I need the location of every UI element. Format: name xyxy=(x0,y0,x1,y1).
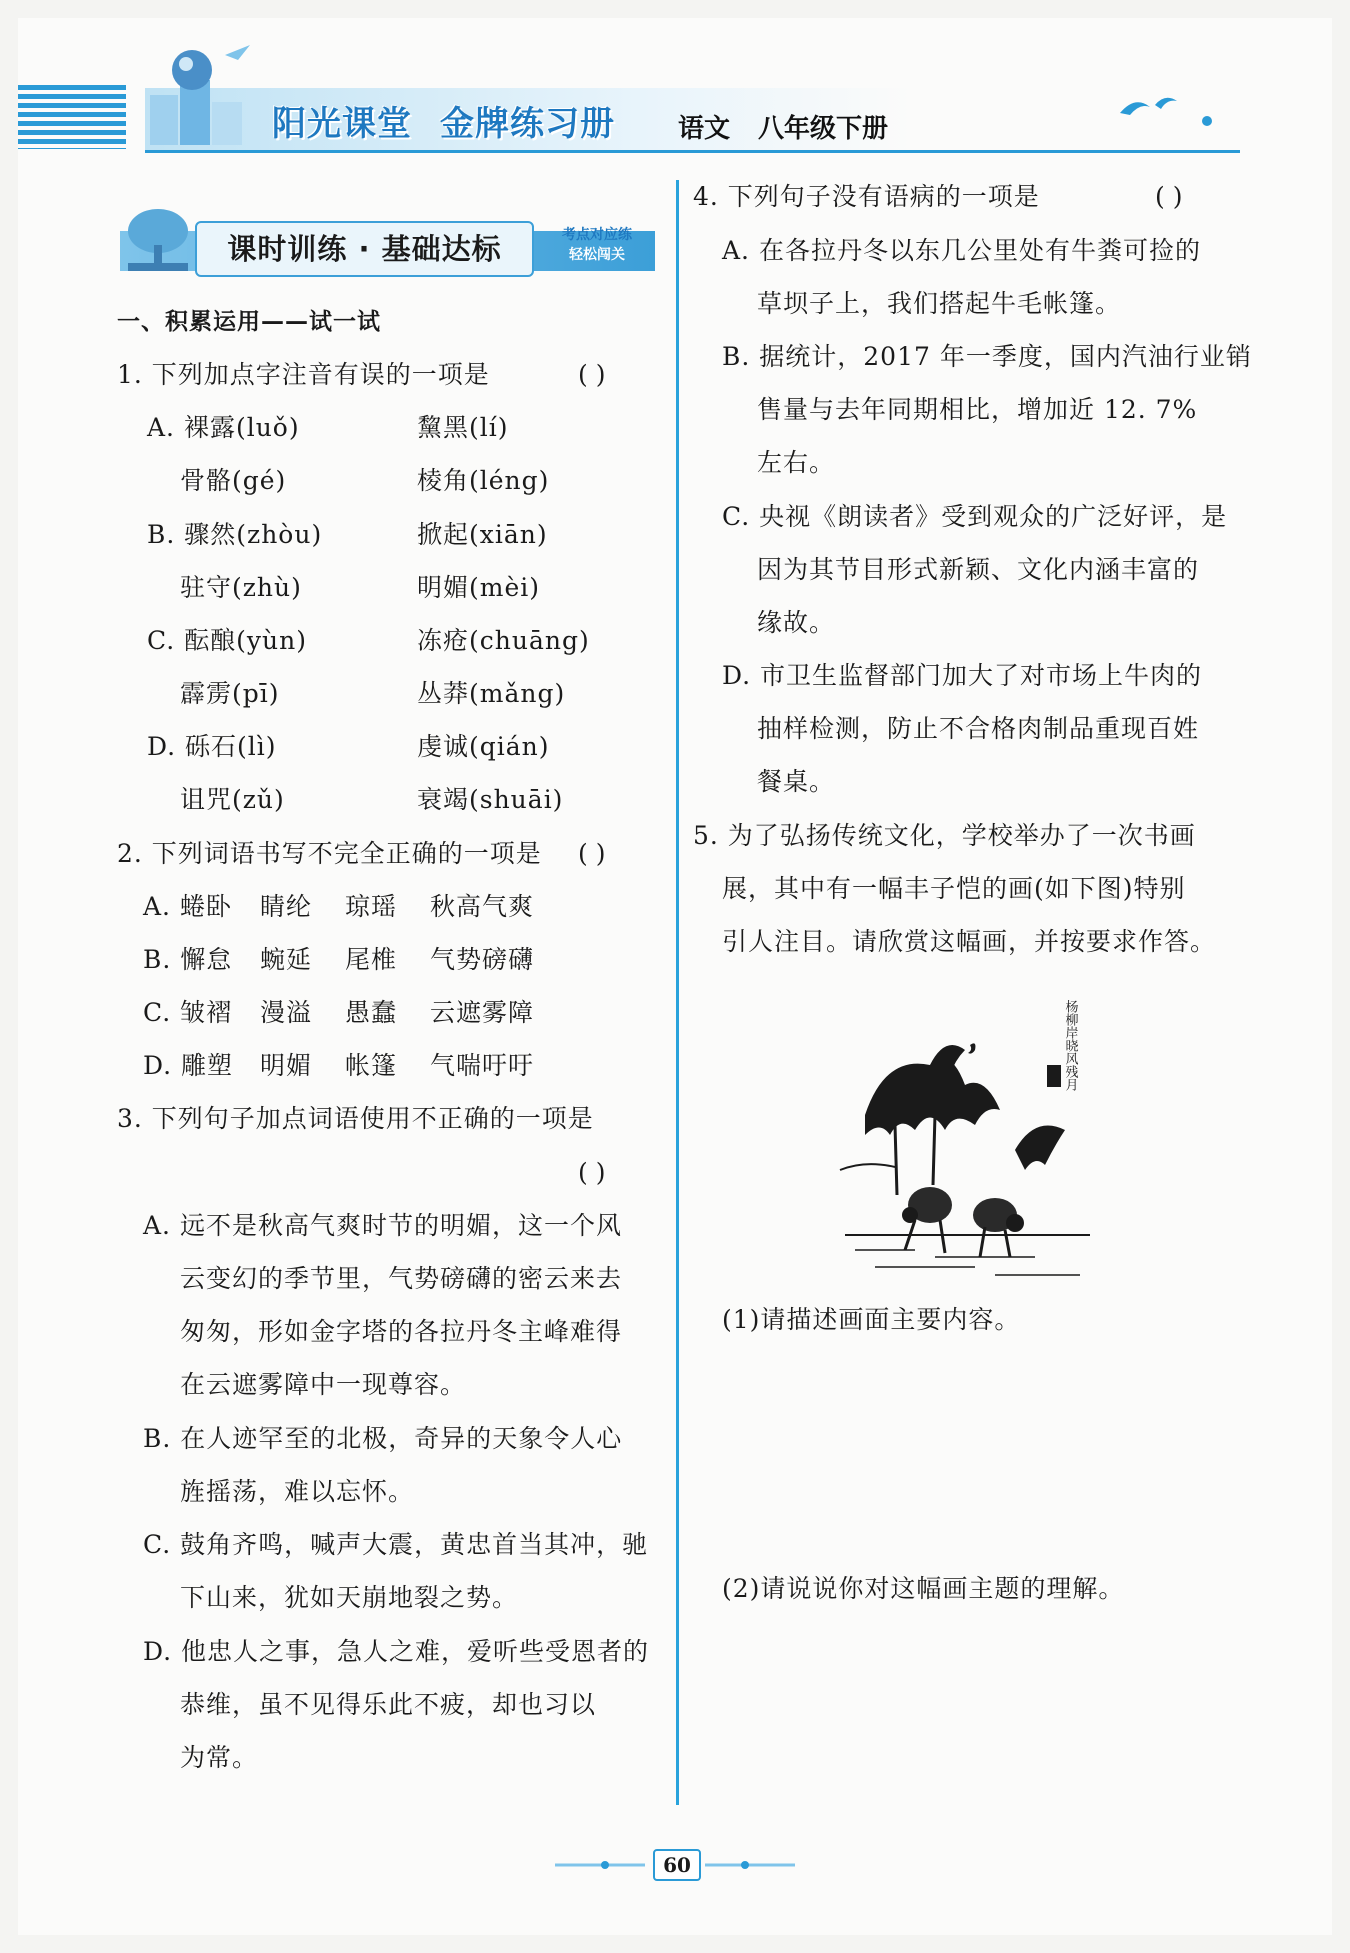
q2-option-d-1: D. 雕塑 xyxy=(143,1051,234,1080)
q1-option-c-3: 霹雳(pī) xyxy=(180,679,280,708)
q3-option-a-line3: 匆匆，形如金字塔的各拉丹冬主峰难得 xyxy=(180,1317,623,1346)
q2-option-d-3: 帐篷 xyxy=(345,1051,398,1080)
answer-blank-4[interactable]: ( ) xyxy=(1155,182,1183,211)
q2-option-d-2: 明媚 xyxy=(260,1051,313,1080)
question-3-stem: 3. 下列句子加点词语使用不正确的一项是 xyxy=(117,1104,594,1133)
brand-name: 阳光课堂 xyxy=(272,104,412,144)
q3-option-a-line2: 云变幻的季节里，气势磅礴的密云来去 xyxy=(180,1264,623,1293)
q1-option-d-2: 虔诚(qián) xyxy=(417,732,550,761)
q3-option-c-line1: C. 鼓角齐鸣，喊声大震，黄忠首当其冲，驰 xyxy=(143,1530,649,1559)
q4-option-b-line1: B. 据统计，2017 年一季度，国内汽油行业销 xyxy=(722,342,1252,371)
q1-option-b-1: B. 骤然(zhòu) xyxy=(147,520,323,549)
q4-option-a-line2: 草坝子上，我们搭起牛毛帐篷。 xyxy=(757,289,1122,318)
question-4-stem: 4. 下列句子没有语病的一项是 xyxy=(693,182,1040,211)
q1-option-a-4: 棱角(léng) xyxy=(417,466,550,495)
q1-option-b-3: 驻守(zhù) xyxy=(180,573,302,602)
banner-tag-line2: 轻松闯关 xyxy=(569,247,625,263)
q2-option-c-2: 漫溢 xyxy=(260,998,313,1027)
q5-subquestion-2: (2)请说说你对这幅画主题的理解。 xyxy=(722,1574,1125,1603)
banner-tag-line1: 考点对应练 xyxy=(562,227,632,243)
painting-illustration xyxy=(835,995,1100,1295)
q4-option-b-line3: 左右。 xyxy=(757,448,836,477)
q1-option-a-2: 黧黑(lí) xyxy=(417,413,509,442)
q3-option-d-line1: D. 他忠人之事，急人之难，爱听些受恩者的 xyxy=(143,1637,650,1666)
grade-label: 八年级下册 xyxy=(758,114,889,144)
question-5-line2: 展，其中有一幅丰子恺的画(如下图)特别 xyxy=(722,874,1186,903)
subject-label: 语文 xyxy=(678,114,731,144)
question-5-line1: 5. 为了弘扬传统文化，学校举办了一次书画 xyxy=(693,821,1196,850)
q2-option-a-4: 秋高气爽 xyxy=(430,892,535,921)
header-brand xyxy=(272,96,643,145)
header-subject xyxy=(678,108,916,145)
q4-option-d-line1: D. 市卫生监督部门加大了对市场上牛肉的 xyxy=(722,661,1203,690)
header-stripes xyxy=(18,85,126,149)
section-banner xyxy=(120,205,655,273)
q3-option-b-line1: B. 在人迹罕至的北极，奇异的天象令人心 xyxy=(143,1424,623,1453)
q3-option-c-line2: 下山来，犹如天崩地裂之势。 xyxy=(180,1583,519,1612)
tree-icon xyxy=(122,205,194,273)
feng-zikai-painting xyxy=(835,995,1100,1295)
q1-option-d-3: 诅咒(zǔ) xyxy=(180,785,285,814)
q4-option-d-line3: 餐桌。 xyxy=(757,767,836,796)
q2-option-a-2: 睛纶 xyxy=(260,892,313,921)
birds-icon xyxy=(1115,85,1225,135)
q2-option-b-3: 尾椎 xyxy=(345,945,398,974)
q3-option-a-line4: 在云遮雾障中一现尊容。 xyxy=(180,1370,467,1399)
question-2-stem: 2. 下列词语书写不完全正确的一项是 xyxy=(117,839,542,868)
q1-option-c-2: 冻疮(chuāng) xyxy=(417,626,590,655)
q2-option-c-4: 云遮雾障 xyxy=(430,998,535,1027)
q3-option-b-line2: 旌摇荡，难以忘怀。 xyxy=(180,1477,415,1506)
painting-inscription: 杨柳岸晓风残月 xyxy=(1062,1000,1078,1091)
section-heading: 一、积累运用——试一试 xyxy=(117,309,381,335)
answer-blank-3[interactable]: ( ) xyxy=(578,1158,606,1187)
q2-option-a-3: 琼瑶 xyxy=(345,892,398,921)
q2-option-a-1: A. 蜷卧 xyxy=(143,892,232,921)
q2-option-b-1: B. 懈怠 xyxy=(143,945,233,974)
q3-option-d-line2: 恭维，虽不见得乐此不疲，却也习以 xyxy=(180,1690,597,1719)
q4-option-a-line1: A. 在各拉丹冬以东几公里处有牛粪可捡的 xyxy=(722,236,1201,265)
q1-option-d-4: 衰竭(shuāi) xyxy=(417,785,564,814)
brand-series: 金牌练习册 xyxy=(440,104,615,144)
page-number: 60 xyxy=(653,1849,701,1881)
question-1-stem: 1. 下列加点字注音有误的一项是 xyxy=(117,360,490,389)
answer-blank-2[interactable]: ( ) xyxy=(578,839,606,868)
question-5-line3: 引人注目。请欣赏这幅画，并按要求作答。 xyxy=(722,927,1217,956)
page-footer xyxy=(545,1845,805,1885)
q4-option-c-line2: 因为其节目形式新颖、文化内涵丰富的 xyxy=(757,555,1200,584)
q4-option-c-line3: 缘故。 xyxy=(757,608,836,637)
q4-option-d-line2: 抽样检测，防止不合格肉制品重现百姓 xyxy=(757,714,1200,743)
q4-option-c-line1: C. 央视《朗读者》受到观众的广泛好评，是 xyxy=(722,502,1228,531)
q2-option-b-4: 气势磅礴 xyxy=(430,945,535,974)
q2-option-d-4: 气喘吁吁 xyxy=(430,1051,535,1080)
q1-option-b-2: 掀起(xiān) xyxy=(417,520,548,549)
q5-subquestion-1: (1)请描述画面主要内容。 xyxy=(722,1305,1021,1334)
q1-option-a-1: A. 裸露(luǒ) xyxy=(147,413,300,442)
header-underline xyxy=(145,150,1240,153)
q2-option-b-2: 蜿延 xyxy=(260,945,313,974)
q3-option-d-line3: 为常。 xyxy=(180,1743,259,1772)
q3-option-a-line1: A. 远不是秋高气爽时节的明媚，这一个风 xyxy=(143,1211,622,1240)
column-divider xyxy=(676,180,679,1805)
globe-logo-icon xyxy=(140,40,260,150)
banner-tag xyxy=(562,225,632,265)
q4-option-b-line2: 售量与去年同期相比，增加近 12. 7% xyxy=(757,395,1198,424)
q1-option-b-4: 明媚(mèi) xyxy=(417,573,541,602)
q2-option-c-1: C. 皱褶 xyxy=(143,998,233,1027)
q1-option-c-4: 丛莽(mǎng) xyxy=(417,679,566,708)
q1-option-d-1: D. 砾石(lì) xyxy=(147,732,277,761)
q1-option-c-1: C. 酝酿(yùn) xyxy=(147,626,307,655)
banner-title: 课时训练 · 基础达标 xyxy=(195,221,534,277)
q2-option-c-3: 愚蠢 xyxy=(345,998,398,1027)
q1-option-a-3: 骨骼(gé) xyxy=(180,466,287,495)
answer-blank-1[interactable]: ( ) xyxy=(578,360,606,389)
